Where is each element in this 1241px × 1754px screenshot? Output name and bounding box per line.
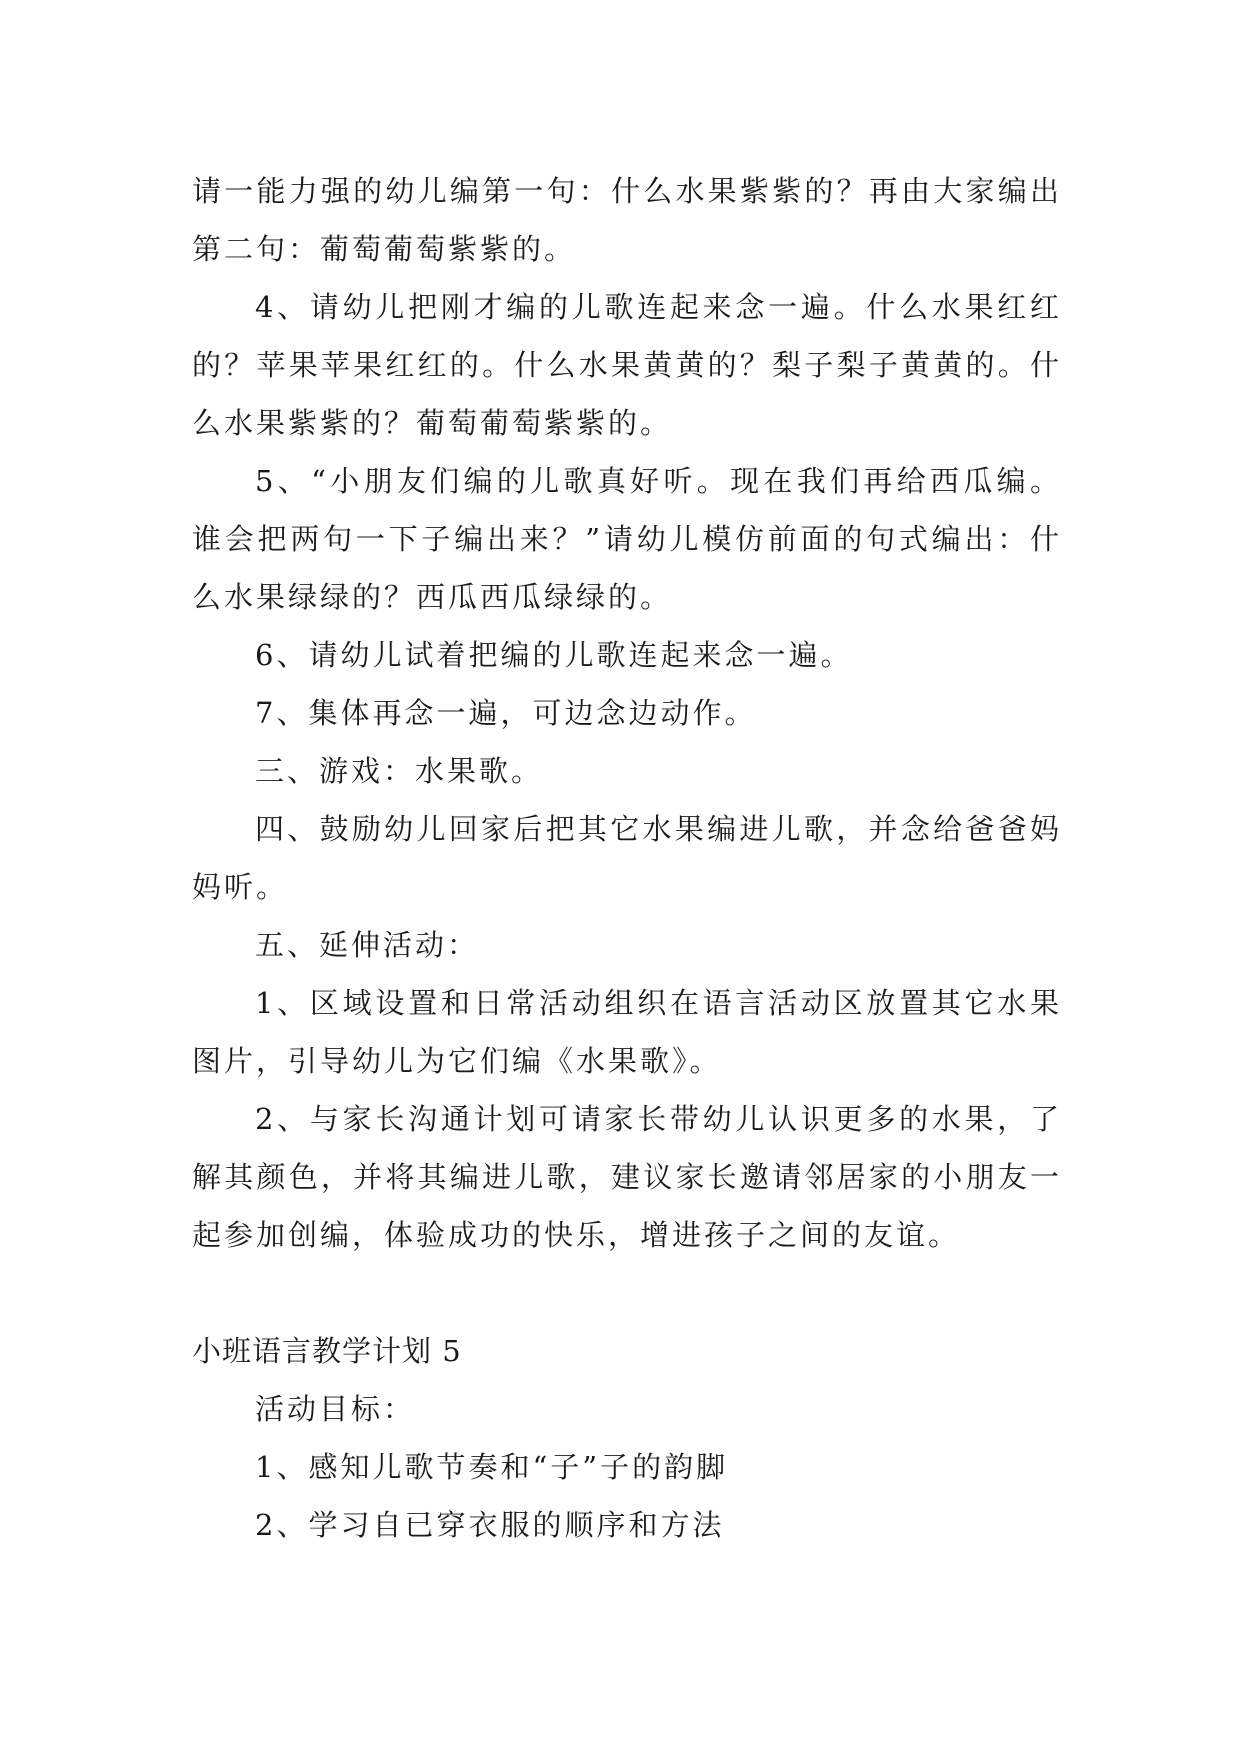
paragraph-4: 6、请幼儿试着把编的儿歌连起来念一遍。 [255,638,853,672]
document-body [192,162,1062,1554]
section-paragraph-2: 1、感知儿歌节奏和“子”子的韵脚 [255,1450,729,1484]
paragraph-9: 1、区域设置和日常活动组织在语言活动区放置其它水果图片，引导幼儿为它们编《水果歌》。 [192,986,1062,1078]
section-paragraph-3: 2、学习自已穿衣服的顺序和方法 [255,1508,725,1542]
section-paragraph-1: 活动目标： [255,1392,416,1426]
paragraph-1: 请一能力强的幼儿编第一句：什么水果紫紫的？再由大家编出第二句：葡萄葡萄紫紫的。 [192,174,1062,266]
paragraph-2: 4、请幼儿把刚才编的儿歌连起来念一遍。什么水果红红的？苹果苹果红红的。什么水果黄黄的？梨子梨子黄黄的。什么水果紫紫的？葡萄葡萄紫紫的。 [192,290,1062,440]
paragraph-10: 2、与家长沟通计划可请家长带幼儿认识更多的水果，了解其颜色，并将其编进儿歌，建议家长邀请邻居家的小朋友一起参加创编，体验成功的快乐，增进孩子之间的友谊。 [192,1102,1062,1252]
paragraph-3: 5、“小朋友们编的儿歌真好听。现在我们再给西瓜编。谁会把两句一下子编出来？”请幼儿模仿前面的句式编出：什么水果绿绿的？西瓜西瓜绿绿的。 [192,464,1062,614]
paragraph-8: 五、延伸活动： [255,928,480,962]
paragraph-6: 三、游戏：水果歌。 [255,754,544,788]
section-title: 小班语言教学计划 5 [192,1334,462,1368]
paragraph-7: 四、鼓励幼儿回家后把其它水果编进儿歌，并念给爸爸妈妈听。 [192,812,1062,904]
paragraph-5: 7、集体再念一遍，可边念边动作。 [255,696,757,730]
